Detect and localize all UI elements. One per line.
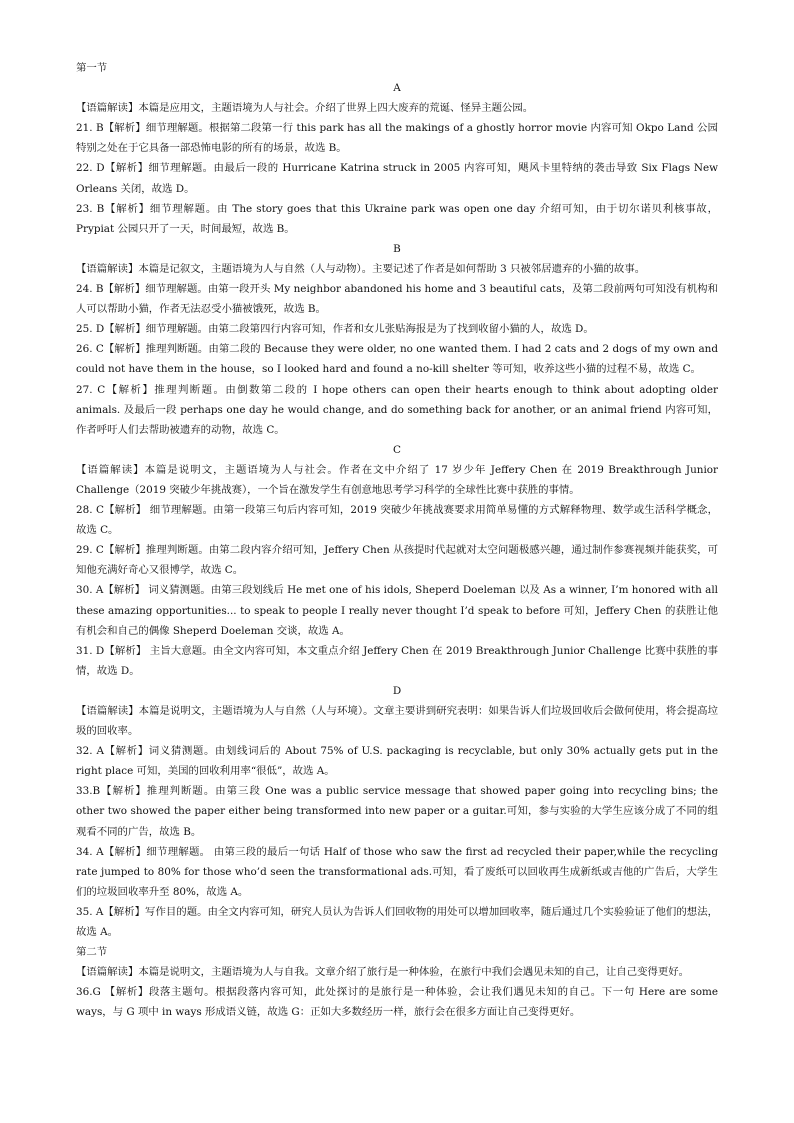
paragraph: 22. D【解析】细节理解题。由最后一段的 Hurricane Katrina struck in 2005 内容可知，飓风卡里特纳的袭击导致 Six Flags New Orleans 关闭，故选 D。 xyxy=(76,162,718,195)
paragraph: 33.B【解析】推理判断题。由第三段 One was a public service message that showed paper going into recycling bins; the other two showed the paper either being transformed into new paper or a guitar.可知，参与实验的大学生应该分成了不同的组观看不同的广告，故选 B。 xyxy=(76,785,718,838)
paragraph: 【语篇解读】本篇是说明文，主题语境为人与社会。作者在文中介绍了 17 岁少年 Jeffery Chen 在 2019 Breakthrough Junior Challenge（2019 突破少年挑战赛），一个旨在激发学生有创意地思考学习科学的全球性比赛中获胜的事情。 xyxy=(76,463,718,496)
paragraph: 25. D【解析】细节理解题。由第二段第四行内容可知，作者和女儿张贴海报是为了找到收留小猫的人，故选 D。 xyxy=(76,323,594,336)
paragraph: 35. A【解析】写作目的题。由全文内容可知，研究人员认为告诉人们回收物的用处可以增加回收率，随后通过几个实验验证了他们的想法，故选 A。 xyxy=(76,905,718,939)
paragraph: 27. C【解析】推理判断题。由倒数第二段的 I hope others can open their hearts enough to think about adopting older animals. 及最后一段 perhaps one day he would change, and do something back for another, or an animal friend 内容可知，作者呼吁人们去帮助被遗弃的动物，故选 C。 xyxy=(76,383,718,436)
paragraph: 【语篇解读】本篇是应用文，主题语境为人与社会。介绍了世界上四大废弃的荒诞、怪异主题公园。 xyxy=(76,102,534,115)
paragraph: 21. B【解析】细节理解题。根据第二段第一行 this park has all the makings of a ghostly horror movie 内容可知 Okpo Land 公园特别之处在于它具备一部恐怖电影的所有的场景，故选 B。 xyxy=(76,122,718,155)
paragraph: 28. C【解析】 细节理解题。由第一段第三句后内容可知，2019 突破少年挑战赛要求用简单易懂的方式解释物理、数学或生活科学概念，故选 C。 xyxy=(76,504,718,537)
paragraph: 26. C【解析】推理判断题。由第二段的 Because they were older, no one wanted them. I had 2 cats and 2 dogs of my own and could not have them in the house，so I looked hard and found a no-kill shelter 等可知，收养这些小猫的过程不易，故选 C。 xyxy=(76,343,718,376)
paragraph: 24. B【解析】细节理解题。由第一段开头 My neighbor abandoned his home and 3 beautiful cats，及第二段前两句可知没有机构和人可以帮助小猫，作者无法忍受小猫被饿死，故选 B。 xyxy=(76,283,718,316)
paragraph: 32. A【解析】词义猜测题。由划线词后的 About 75% of U.S. packaging is recyclable, but only 30% actually gets put in the right place 可知，美国的回收利用率“很低”，故选 A。 xyxy=(76,745,718,778)
section-letter: C xyxy=(393,443,401,456)
paragraph: 36.G 【解析】段落主题句。根据段落内容可知，此处探讨的是旅行是一种体验，会让我们遇见未知的自己。下一句 Here are some ways，与 G 项中 in ways 形成语义链，故选 G：正如大多数经历一样，旅行会在很多方面让自己变得更好。 xyxy=(76,986,718,1019)
paragraph: 【语篇解读】本篇是说明文，主题语境为人与自我。文章介绍了旅行是一种体验，在旅行中我们会遇见未知的自己，让自己变得更好。 xyxy=(76,966,690,979)
section-letter: B xyxy=(393,242,401,255)
paragraph: 23. B【解析】细节理解题。由 The story goes that this Ukraine park was open one day 介绍可知，由于切尔诺贝利核事故，Prypiat 公园只开了一天，时间最短，故选 B。 xyxy=(76,202,718,235)
section-letter: A xyxy=(393,82,401,95)
paragraph: 31. D【解析】 主旨大意题。由全文内容可知，本文重点介绍 Jeffery Chen 在 2019 Breakthrough Junior Challenge 比赛中获胜的事情，故选 D。 xyxy=(76,644,718,677)
paragraph: 34. A【解析】细节理解题。 由第三段的最后一句话 Half of those who saw the first ad recycled their paper,while the recycling rate jumped to 80% for those who’d seen the transformational ads.可知，看了废纸可以回收再生成新纸或吉他的广告后，大学生们的垃圾回收率升至 80%，故选 A。 xyxy=(76,845,718,898)
paragraph: 29. C【解析】推理判断题。由第二段内容介绍可知，Jeffery Chen 从孩提时代起就对太空问题极感兴趣，通过制作参赛视频并能获奖，可知他充满好奇心又很博学，故选 C。 xyxy=(76,544,718,577)
section-letter: D xyxy=(392,684,402,697)
section-heading: 第二节 xyxy=(76,946,108,959)
paragraph: 30. A【解析】 词义猜测题。由第三段划线后 He met one of his idols, Sheperd Doeleman 以及 As a winner, I’m honored with all these amazing opportunities... to speak to people I really never thought I’d speak to before 可知，Jeffery Chen 的获胜让他有机会和自己的偶像 Sheperd Doeleman 交谈，故选 A。 xyxy=(76,584,718,637)
paragraph: 【语篇解读】本篇是记叙文，主题语境为人与自然（人与动物）。主要记述了作者是如何帮助 3 只被邻居遗弃的小猫的故事。 xyxy=(76,262,646,275)
paragraph: 【语篇解读】本篇是说明文，主题语境为人与自然（人与环境）。文章主要讲到研究表明：如果告诉人们垃圾回收后会做何使用，将会提高垃圾的回收率。 xyxy=(76,705,718,738)
document-body xyxy=(76,58,718,1023)
section-heading: 第一节 xyxy=(76,62,108,74)
